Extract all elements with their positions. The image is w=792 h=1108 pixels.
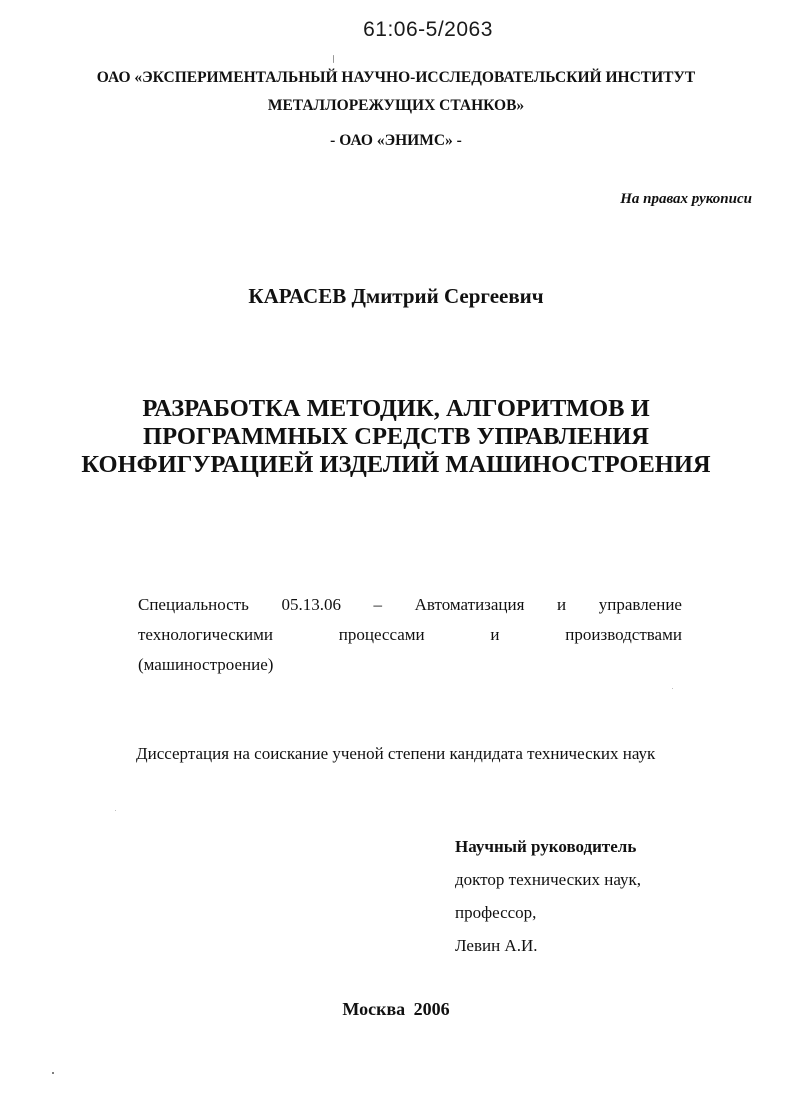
scan-speck <box>115 810 116 811</box>
manuscript-note: На правах рукописи <box>620 191 752 207</box>
archive-stamp-code: 61:06-5/2063 <box>363 18 493 41</box>
organization-line-2: МЕТАЛЛОРЕЖУЩИХ СТАНКОВ» <box>267 97 525 114</box>
specialty-word: Автоматизация <box>414 595 525 614</box>
advisor-heading: Научный руководитель <box>455 837 637 856</box>
specialty-word: и <box>557 595 567 614</box>
thesis-title-line-3: КОНФИГУРАЦИЕЙ ИЗДЕЛИЙ МАШИНОСТРОЕНИЯ <box>81 451 711 478</box>
specialty-word: Специальность <box>138 595 249 614</box>
specialty-word: технологическими <box>138 625 273 644</box>
thesis-title-line-1: РАЗРАБОТКА МЕТОДИК, АЛГОРИТМОВ И <box>142 395 650 422</box>
organization-short-name: - ОАО «ЭНИМС» - <box>330 132 462 149</box>
specialty-line-3: (машиностроение) <box>138 655 274 674</box>
thesis-title-line-2: ПРОГРАММНЫХ СРЕДСТВ УПРАВЛЕНИЯ <box>143 423 649 450</box>
specialty-line-1 <box>138 590 682 620</box>
scientific-advisor-block <box>455 830 641 962</box>
scan-speck <box>52 1072 54 1074</box>
archive-stamp <box>0 18 792 42</box>
city-year: Москва 2006 <box>342 999 450 1019</box>
author-name: КАРАСЕВ Дмитрий Сергеевич <box>248 284 544 308</box>
specialty-block <box>138 590 682 680</box>
specialty-code: 05.13.06 <box>281 595 341 614</box>
specialty-word: управление <box>598 595 682 614</box>
specialty-word: процессами <box>338 625 425 644</box>
advisor-rank: профессор, <box>455 903 537 922</box>
specialty-dash: – <box>373 595 383 614</box>
specialty-word: производствами <box>565 625 682 644</box>
specialty-line-2 <box>138 620 682 650</box>
scan-speck <box>333 55 334 63</box>
thesis-title <box>0 395 792 479</box>
advisor-name: Левин А.И. <box>455 936 538 955</box>
advisor-degree: доктор технических наук, <box>455 870 642 889</box>
scan-speck <box>672 688 673 689</box>
specialty-word: и <box>490 625 500 644</box>
organization-line-1: ОАО «ЭКСПЕРИМЕНТАЛЬНЫЙ НАУЧНО-ИССЛЕДОВАТЕЛЬСКИЙ ИНСТИТУТ <box>96 69 696 86</box>
thesis-degree-statement: Диссертация на соискание ученой степени кандидата технических наук <box>136 744 656 763</box>
